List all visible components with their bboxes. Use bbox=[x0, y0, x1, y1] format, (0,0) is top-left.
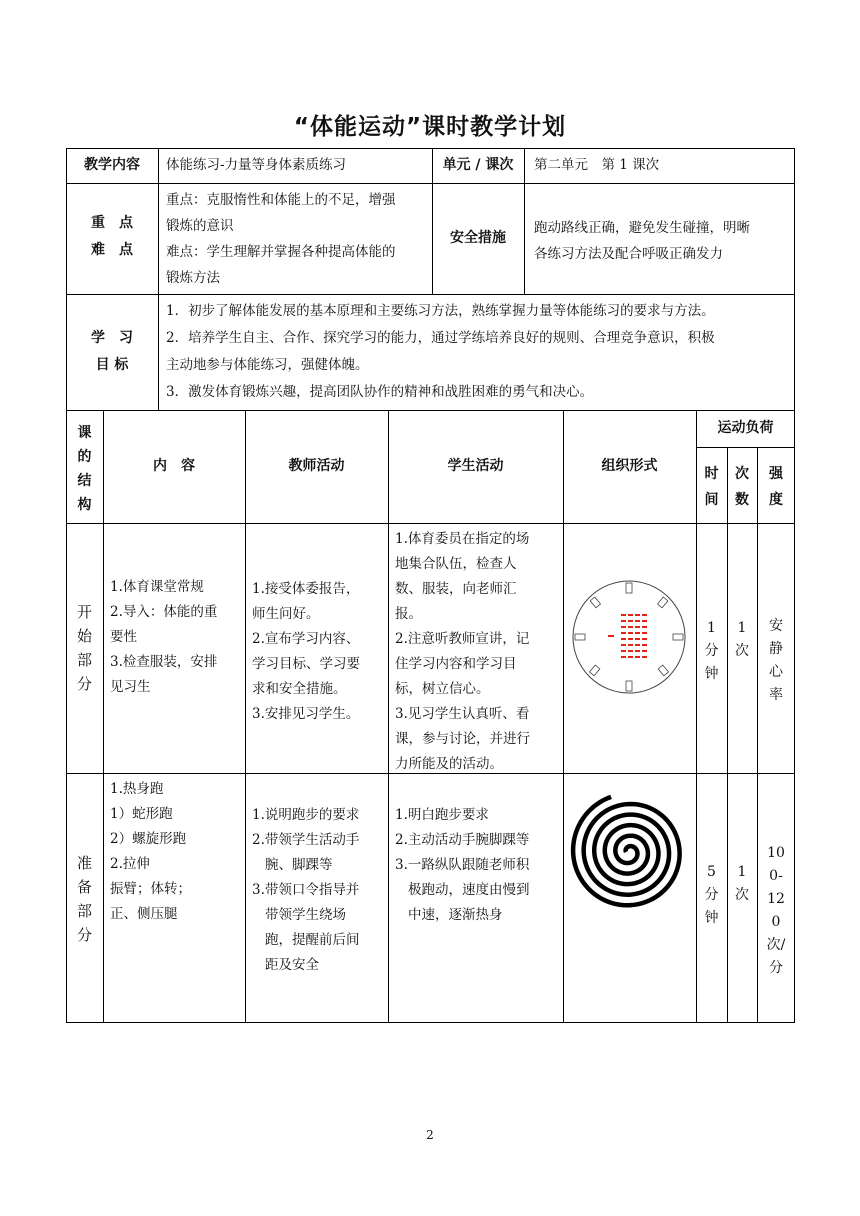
safety-label: 安全措施 bbox=[450, 230, 506, 246]
student-header: 学生活动 bbox=[447, 458, 504, 474]
formation-mark bbox=[621, 626, 626, 628]
formation-mark bbox=[642, 644, 647, 646]
formation-mark bbox=[628, 644, 633, 646]
section-warmup-label: 准 备 部 分 bbox=[76, 854, 92, 944]
start-student: 1.体育委员在指定的场 地集合队伍，检查人 数、服装，向老师汇 报。 2.注意听教师宣讲，记 住学习内容和学习目 标，树立信心。 3.见习学生认真听、看 课，参与讨论，并进行 力所能及的活动。 bbox=[395, 531, 530, 772]
warmup-teacher: 1.说明跑步的要求 2.带领学生活动手 腕、脚踝等 3.带领口令指导并 带领学生绕场 跑，提醒前后间 距及安全 bbox=[252, 807, 360, 973]
warmup-intensity: 10 0- 12 0 次/ 分 bbox=[766, 845, 786, 976]
formation-mark bbox=[621, 650, 626, 652]
formation-mark bbox=[642, 614, 647, 616]
start-content: 1.体育课堂常规 2.导入：体能的重 要性 3.检查服装，安排 见习生 bbox=[110, 579, 218, 695]
formation-mark bbox=[642, 632, 647, 634]
formation-mark bbox=[642, 638, 647, 640]
formation-mark bbox=[635, 620, 640, 622]
spiral-run-icon bbox=[567, 790, 691, 914]
goals-text: 1．初步了解体能发展的基本原理和主要练习方法，熟练掌握力量等体能练习的要求与方法。 2．培养学生自主、合作、探究学习的能力，通过学练培养良好的规则、合理竞争意识，积极 主动地参与体能练习，强健体魄。 3．激发体育锻炼兴趣，提高团队协作的精神和战胜困难的勇气和决心。 bbox=[166, 303, 715, 400]
formation-mark bbox=[628, 626, 633, 628]
formation-mark bbox=[621, 644, 626, 646]
formation-mark bbox=[628, 650, 633, 652]
content-value: 体能练习-力量等身体素质练习 bbox=[166, 157, 347, 173]
formation-mark bbox=[642, 650, 647, 652]
formation-mark bbox=[621, 656, 626, 658]
load-header: 运动负荷 bbox=[717, 420, 774, 436]
formation-mark bbox=[635, 626, 640, 628]
warmup-count: 1 次 bbox=[735, 864, 749, 903]
formation-mark bbox=[635, 644, 640, 646]
page-title: “体能运动”课时教学计划 bbox=[293, 114, 567, 140]
page-number: 2 bbox=[426, 1128, 434, 1142]
count-header: 次 数 bbox=[735, 466, 749, 508]
unit-label: 单元 / 课次 bbox=[442, 157, 514, 173]
student-formation-marks bbox=[608, 614, 647, 658]
formation-mark bbox=[628, 656, 633, 658]
formation-mark bbox=[621, 620, 626, 622]
circle-field-formation-icon bbox=[570, 578, 688, 696]
formation-mark bbox=[628, 632, 633, 634]
formation-mark bbox=[621, 632, 626, 634]
formation-mark bbox=[635, 614, 640, 616]
org-header: 组织形式 bbox=[601, 458, 658, 474]
focus-label: 重 点 难 点 bbox=[91, 215, 133, 258]
content-header: 内 容 bbox=[153, 458, 195, 474]
focus-text: 重点：克服惰性和体能上的不足，增强 锻炼的意识 难点：学生理解并掌握各种提高体能的 锻炼方法 bbox=[166, 192, 396, 286]
formation-mark bbox=[642, 620, 647, 622]
formation-mark bbox=[628, 638, 633, 640]
content-label: 教学内容 bbox=[84, 157, 140, 173]
start-time: 1 分 钟 bbox=[704, 620, 719, 682]
warmup-time: 5 分 钟 bbox=[704, 864, 719, 926]
start-teacher: 1.接受体委报告， 师生问好。 2.宣布学习内容、 学习目标、学习要 求和安全措施。 3.安排见习学生。 bbox=[252, 581, 360, 722]
formation-mark bbox=[628, 620, 633, 622]
goals-label: 学 习 目 标 bbox=[91, 330, 133, 373]
unit-value: 第二单元 第 1 课次 bbox=[534, 157, 660, 173]
warmup-student: 1.明白跑步要求 2.主动活动手腕脚踝等 3.一路纵队跟随老师积 极跑动，速度由慢到 中速，逐渐热身 bbox=[395, 807, 530, 923]
teacher-header: 教师活动 bbox=[288, 458, 345, 474]
start-count: 1 次 bbox=[735, 620, 749, 659]
formation-mark bbox=[635, 650, 640, 652]
formation-mark bbox=[635, 632, 640, 634]
structure-header: 课 的 结 构 bbox=[77, 425, 92, 513]
safety-text: 跑动路线正确，避免发生碰撞，明晰 各练习方法及配合呼吸正确发力 bbox=[534, 220, 750, 262]
start-intensity: 安 静 心 率 bbox=[769, 618, 783, 703]
section-start-label: 开 始 部 分 bbox=[76, 603, 92, 693]
formation-mark bbox=[635, 656, 640, 658]
formation-mark bbox=[621, 614, 626, 616]
formation-mark bbox=[621, 638, 626, 640]
intensity-header: 强 度 bbox=[769, 466, 783, 508]
formation-mark bbox=[642, 626, 647, 628]
warmup-content: 1.热身跑 1）蛇形跑 2）螺旋形跑 2.拉伸 振臂；体转； 正、侧压腿 bbox=[110, 781, 191, 922]
formation-mark bbox=[642, 656, 647, 658]
formation-mark bbox=[635, 638, 640, 640]
time-header: 时 间 bbox=[704, 466, 719, 508]
formation-mark bbox=[628, 614, 633, 616]
